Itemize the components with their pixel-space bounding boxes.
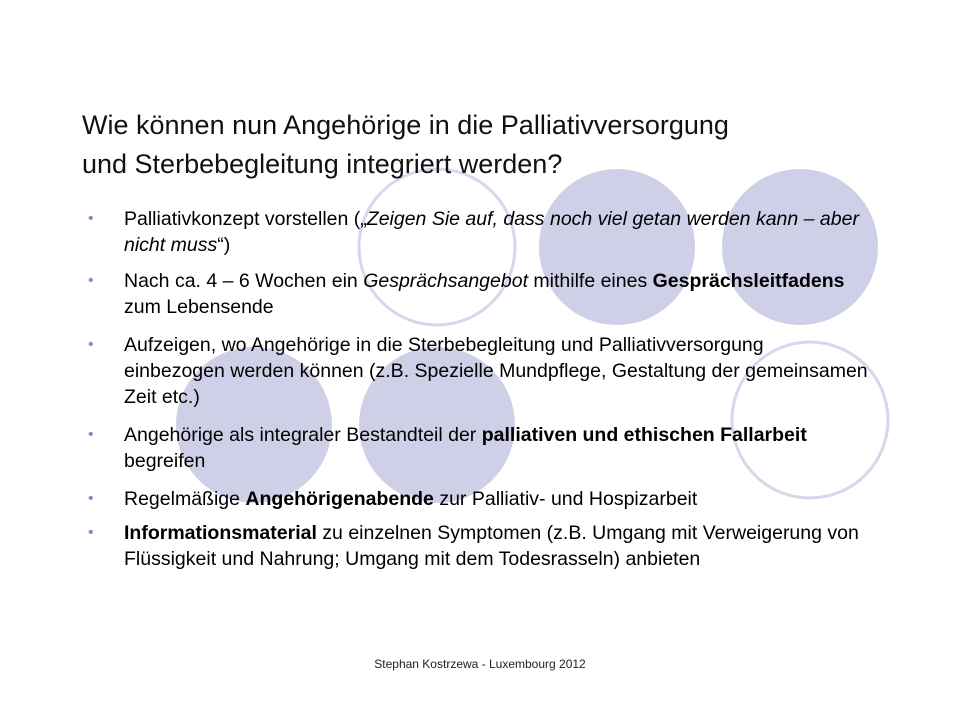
- bullet-text: Nach ca. 4 – 6 Wochen ein: [124, 270, 364, 292]
- bullet-text: zum Lebensende: [124, 296, 274, 318]
- bullet-marker: •: [88, 524, 94, 541]
- bullet-text: zu einzelnen Symptomen (z.B. Umgang mit Verweigerung von Flüssigkeit und Nahrung; Umgang mit dem Todesrasseln) anbieten: [124, 522, 859, 570]
- slide-title-line-2: und Sterbebegleitung integriert werden?: [82, 149, 563, 179]
- bullet-item: [88, 422, 868, 474]
- bullet-text-bold: Angehörigenabende: [245, 488, 434, 510]
- bullet-marker: •: [88, 272, 94, 289]
- slide-footer: Stephan Kostrzewa - Luxembourg 2012: [374, 657, 586, 671]
- bullet-list: [88, 206, 868, 584]
- bullet-marker: •: [88, 210, 94, 227]
- bullet-marker: •: [88, 426, 94, 443]
- bullet-text: Palliativkonzept vorstellen („: [124, 208, 367, 230]
- slide-title: [82, 106, 882, 184]
- bullet-item: [88, 206, 868, 258]
- bullet-text: Aufzeigen, wo Angehörige in die Sterbebegleitung und Palliativversorgung einbezogen werden können (z.B. Spezielle Mundpflege, Gestaltung der gemeinsamen Zeit etc.): [124, 334, 868, 408]
- bullet-item: [88, 268, 868, 320]
- bullet-item: [88, 486, 868, 512]
- bullet-text: “): [217, 234, 231, 256]
- bullet-text-italic: Gesprächsangebot: [363, 270, 528, 292]
- bullet-text-bold: Informationsmaterial: [124, 522, 317, 544]
- bullet-text-bold: palliativen und ethischen Fallarbeit: [481, 424, 807, 446]
- bullet-item: [88, 332, 868, 410]
- bullet-text: mithilfe eines: [527, 270, 653, 292]
- bullet-item: [88, 520, 868, 572]
- bullet-marker: •: [88, 336, 94, 353]
- bullet-text: zur Palliativ- und Hospizarbeit: [433, 488, 698, 510]
- bullet-text-bold: Gesprächsleitfadens: [652, 270, 845, 292]
- bullet-text: begreifen: [124, 450, 206, 472]
- slide-title-line-1: Wie können nun Angehörige in die Palliativversorgung: [82, 110, 729, 140]
- bullet-text-italic: Zeigen Sie auf, dass noch viel getan werden kann – aber nicht muss: [124, 208, 859, 256]
- bullet-text: Regelmäßige: [124, 488, 246, 510]
- bullet-text: Angehörige als integraler Bestandteil der: [124, 424, 482, 446]
- bullet-marker: •: [88, 490, 94, 507]
